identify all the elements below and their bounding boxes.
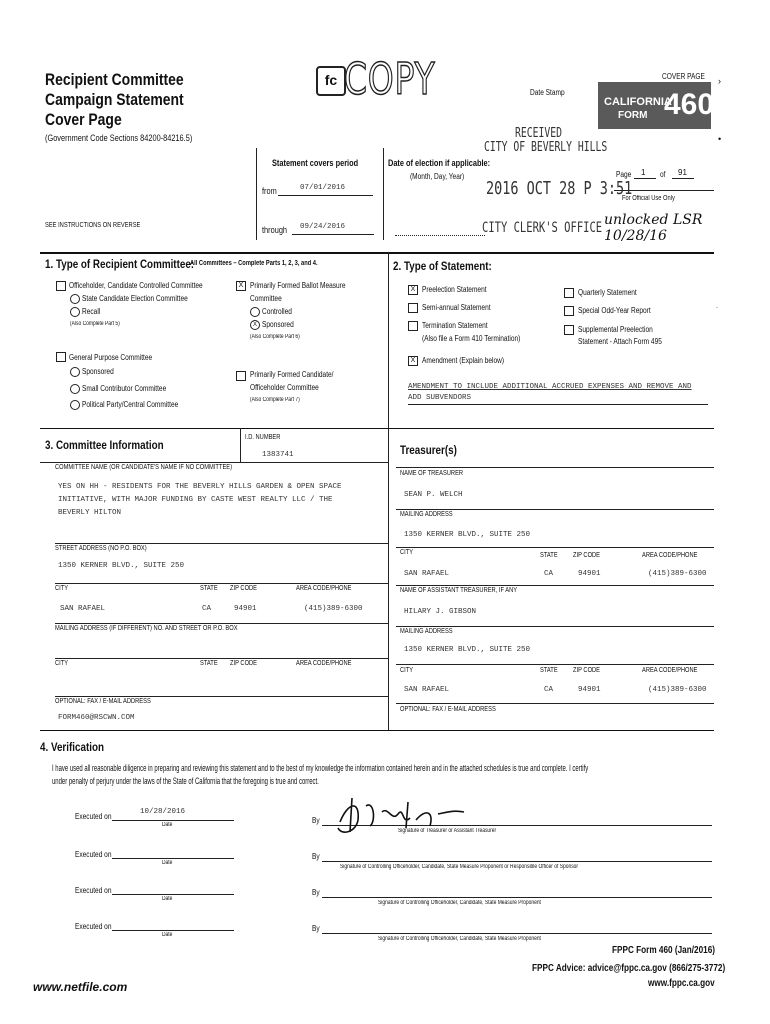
- treasurer-mailing-value[interactable]: 1350 KERNER BLVD., SUITE 250: [404, 531, 531, 539]
- supplemental-label-2: Statement - Attach Form 495: [578, 337, 662, 346]
- city-value[interactable]: SAN RAFAEL: [60, 605, 106, 613]
- state-candidate-radio[interactable]: [70, 294, 80, 304]
- form-title-line2: Campaign Statement: [45, 90, 184, 109]
- primarily-formed-checkbox[interactable]: [236, 371, 246, 381]
- form-number: 460: [664, 88, 715, 121]
- treasurer-city-label: CITY: [400, 549, 414, 556]
- amendment-label: Amendment (Explain below): [422, 356, 505, 365]
- period-divider: [256, 148, 257, 240]
- section3-heading: 3. Committee Information: [45, 438, 164, 452]
- date-label-1: Date: [162, 822, 173, 828]
- section-3-divider: [388, 428, 389, 730]
- state-value[interactable]: CA: [202, 605, 212, 613]
- official-use-handwriting: unlocked LSR 10/28/16: [604, 212, 703, 244]
- city-label: CITY: [55, 585, 69, 592]
- by-label-4: By: [312, 924, 320, 933]
- form-title-line3: Cover Page: [45, 110, 122, 129]
- official-use-label: For Official Use Only: [622, 195, 675, 202]
- section4-heading: 4. Verification: [40, 740, 104, 754]
- through-value[interactable]: 09/24/2016: [300, 223, 346, 231]
- form-label: FORM: [618, 110, 648, 121]
- executed-on-label-3: Executed on: [75, 886, 112, 895]
- ballot-measure-label-2: Committee: [250, 294, 282, 303]
- signature-line-2: [322, 861, 712, 862]
- phone-label: AREA CODE/PHONE: [296, 585, 352, 592]
- also-part5: (Also Complete Part 5): [70, 321, 120, 327]
- phone-value[interactable]: (415)389-6300: [304, 605, 363, 613]
- ballot-measure-label-1: Primarily Formed Ballot Measure: [250, 281, 346, 290]
- small-contributor-radio[interactable]: [70, 384, 80, 394]
- executed-on-line-4: [112, 930, 234, 931]
- section-1-2-bottom-rule: [40, 428, 714, 429]
- street-address-label: STREET ADDRESS (NO P.O. BOX): [55, 545, 147, 552]
- through-line: [292, 234, 374, 235]
- date-label-3: Date: [162, 896, 173, 902]
- sponsored-radio[interactable]: X: [250, 320, 260, 330]
- signature-caption-2: Signature of Controlling Officeholder, Candidate, State Measure Proponent or Responsible Officer of Sponsor: [340, 864, 579, 870]
- section1-heading: 1. Type of Recipient Committee:: [45, 257, 195, 271]
- treasurer-name-value[interactable]: SEAN P. WELCH: [404, 491, 463, 499]
- special-odd-label: Special Odd-Year Report: [578, 306, 651, 315]
- termination-checkbox[interactable]: [408, 321, 418, 331]
- assistant-mailing-line: [396, 626, 714, 627]
- sponsored-label: Sponsored: [262, 320, 294, 329]
- executed-on-value-1[interactable]: 10/28/2016: [140, 808, 186, 816]
- optional-label-line: [55, 696, 388, 697]
- amendment-checkbox[interactable]: X: [408, 356, 418, 366]
- controlled-label: Controlled: [262, 307, 292, 316]
- zip-label: ZIP CODE: [230, 585, 258, 592]
- treasurer-mailing-line: [396, 509, 714, 510]
- mailing-label-line: [55, 623, 388, 624]
- termination-note: (Also file a Form 410 Termination): [422, 334, 521, 343]
- assistant-city-label: CITY: [400, 667, 414, 674]
- officeholder-label: Officeholder, Candidate Controlled Committee: [69, 281, 203, 290]
- signature-caption-3: Signature of Controlling Officeholder, Candidate, State Measure Proponent: [378, 900, 541, 906]
- primarily-formed-label-2: Officeholder Committee: [250, 383, 319, 392]
- treasurer-name-label: NAME OF TREASURER: [400, 470, 464, 477]
- officeholder-checkbox[interactable]: [56, 281, 66, 291]
- assistant-phone-label: AREA CODE/PHONE: [642, 667, 698, 674]
- optional-label: OPTIONAL: FAX / E-MAIL ADDRESS: [55, 698, 151, 705]
- of-label: of: [660, 170, 666, 179]
- by-label-1: By: [312, 816, 320, 825]
- also-part7: (Also Complete Part 7): [250, 397, 300, 403]
- by-label-3: By: [312, 888, 320, 897]
- from-value[interactable]: 07/01/2016: [300, 184, 346, 192]
- termination-label: Termination Statement: [422, 321, 488, 330]
- street-label-line: [55, 543, 388, 544]
- committee-name-line1[interactable]: YES ON HH - RESIDENTS FOR THE BEVERLY HILLS GARDEN & OPEN SPACE: [58, 483, 342, 491]
- treasurer-city-line: [396, 547, 714, 548]
- treasurer-heading-line: [396, 467, 714, 468]
- zip2-label: ZIP CODE: [230, 660, 258, 667]
- election-date-line: [395, 235, 485, 236]
- edge-mark-2: •: [718, 134, 722, 144]
- section2-heading: 2. Type of Statement:: [393, 259, 492, 273]
- executed-on-label-2: Executed on: [75, 850, 112, 859]
- date-stamp-label: Date Stamp: [530, 88, 565, 97]
- amendment-text-2[interactable]: ADD SUBVENDORS: [408, 394, 472, 402]
- assistant-state-value[interactable]: CA: [544, 686, 554, 694]
- verification-text-1: I have used all reasonable diligence in preparing and reviewing this statement and to the best of my knowledge the information contained herein and in the attached schedules is true and complete. I certify: [52, 763, 589, 773]
- state-candidate-label: State Candidate Election Committee: [82, 294, 188, 303]
- clerks-office: CITY CLERK'S OFFICE: [482, 220, 603, 236]
- gp-sponsored-radio[interactable]: [70, 367, 80, 377]
- form-460-badge: [598, 82, 715, 129]
- id-number-value[interactable]: 1383741: [262, 451, 294, 459]
- primarily-formed-label-1: Primarily Formed Candidate/: [250, 370, 334, 379]
- election-date-format: (Month, Day, Year): [410, 172, 465, 181]
- quarterly-label: Quarterly Statement: [578, 288, 637, 297]
- mailing-address-label: MAILING ADDRESS (IF DIFFERENT) NO. AND STREET OR P.O. BOX: [55, 625, 238, 632]
- treasurer-city-value[interactable]: SAN RAFAEL: [404, 570, 450, 578]
- optional-value[interactable]: FORM460@RSCWN.COM: [58, 714, 135, 722]
- code-sections: (Government Code Sections 84200-84216.5): [45, 133, 193, 143]
- treasurer-zip-label: ZIP CODE: [573, 552, 601, 559]
- assistant-phone-value[interactable]: (415)389-6300: [648, 686, 707, 694]
- signature-caption-1: Signature of Treasurer or Assistant Treasurer: [398, 828, 497, 834]
- treasurer-state-label: STATE: [540, 552, 558, 559]
- signature-caption-4: Signature of Controlling Officeholder, Candidate, State Measure Proponent: [378, 936, 541, 942]
- amendment-line-2: [408, 404, 708, 405]
- id-number-line: [40, 462, 388, 463]
- received-city: CITY OF BEVERLY HILLS: [484, 140, 608, 155]
- form-title-line1: Recipient Committee: [45, 70, 184, 89]
- section-1-2-divider: [388, 252, 389, 428]
- small-contributor-label: Small Contributor Committee: [82, 384, 167, 393]
- city-label-line: [55, 583, 388, 584]
- special-odd-checkbox[interactable]: [564, 306, 574, 316]
- copy-stamp-icon: fc: [316, 66, 346, 96]
- supplemental-label-1: Supplemental Preelection: [578, 325, 653, 334]
- city2-label-line: [55, 658, 388, 659]
- assistant-name-line: [396, 585, 714, 586]
- controlled-radio[interactable]: [250, 307, 260, 317]
- page-num-line: [634, 178, 656, 179]
- official-use-divider: [614, 190, 714, 191]
- fppc-web-footer: www.fppc.ca.gov: [648, 978, 715, 989]
- assistant-city-value[interactable]: SAN RAFAEL: [404, 686, 450, 694]
- signature-line-3: [322, 897, 712, 898]
- edge-mark-1: ›: [718, 76, 721, 86]
- fppc-form-footer: FPPC Form 460 (Jan/2016): [612, 945, 715, 956]
- preelection-checkbox[interactable]: X: [408, 285, 418, 295]
- political-party-label: Political Party/Central Committee: [82, 400, 179, 409]
- copy-stamp: COPY: [344, 54, 436, 105]
- period-divider-right: [383, 148, 384, 240]
- date-label-2: Date: [162, 860, 173, 866]
- date-label-4: Date: [162, 932, 173, 938]
- assistant-zip-label: ZIP CODE: [573, 667, 601, 674]
- treasurer-state-value[interactable]: CA: [544, 570, 554, 578]
- semiannual-checkbox[interactable]: [408, 303, 418, 313]
- from-label: from: [262, 186, 277, 196]
- general-purpose-checkbox[interactable]: [56, 352, 66, 362]
- id-divider: [240, 428, 241, 462]
- assistant-mailing-value[interactable]: 1350 KERNER BLVD., SUITE 250: [404, 646, 531, 654]
- section1-subheading: All Committees – Complete Parts 1, 2, 3, and 4.: [190, 260, 318, 267]
- treasurer-phone-value[interactable]: (415)389-6300: [648, 570, 707, 578]
- treasurer-zip-value[interactable]: 94901: [578, 570, 601, 578]
- amendment-text-1[interactable]: AMENDMENT TO INCLUDE ADDITIONAL ACCRUED EXPENSES AND REMOVE AND: [408, 383, 692, 391]
- recall-radio[interactable]: [70, 307, 80, 317]
- assistant-name-label: NAME OF ASSISTANT TREASURER, IF ANY: [400, 587, 518, 594]
- election-date-label: Date of election if applicable:: [388, 158, 491, 168]
- semiannual-label: Semi-annual Statement: [422, 303, 491, 312]
- fppc-advice-footer: FPPC Advice: advice@fppc.ca.gov (866/275-3772): [532, 963, 726, 974]
- section-3-bottom-rule: [40, 730, 714, 731]
- treasurer-phone-label: AREA CODE/PHONE: [642, 552, 698, 559]
- see-instructions: SEE INSTRUCTIONS ON REVERSE: [45, 222, 141, 229]
- assistant-city-line: [396, 664, 714, 665]
- sections-top-rule: [40, 252, 714, 254]
- executed-on-line-1: [112, 820, 234, 821]
- covers-period-label: Statement covers period: [272, 158, 359, 168]
- also-part6: (Also Complete Part 6): [250, 334, 300, 340]
- page-total: 91: [678, 168, 687, 177]
- from-line: [278, 195, 373, 196]
- signature-line-4: [322, 933, 712, 934]
- city2-label: CITY: [55, 660, 69, 667]
- quarterly-checkbox[interactable]: [564, 288, 574, 298]
- verification-text-2: under penalty of perjury under the laws of the State of California that the foregoing is true and correct.: [52, 776, 319, 786]
- cover-page-label: COVER PAGE: [662, 72, 705, 81]
- state2-label: STATE: [200, 660, 218, 667]
- executed-on-line-2: [112, 858, 234, 859]
- committee-name-line2[interactable]: INITIATIVE, WITH MAJOR FUNDING BY CASTE WEST REALTY LLC / THE: [58, 496, 333, 504]
- netfile-link[interactable]: www.netfile.com: [33, 980, 128, 994]
- executed-on-label-1: Executed on: [75, 812, 112, 821]
- treasurer-heading: Treasurer(s): [400, 443, 457, 457]
- phone2-label: AREA CODE/PHONE: [296, 660, 352, 667]
- recall-label: Recall: [82, 307, 101, 316]
- state-label: STATE: [200, 585, 218, 592]
- through-label: through: [262, 225, 288, 235]
- received-date: 2016 OCT 28 P 3:51: [486, 178, 633, 199]
- supplemental-checkbox[interactable]: [564, 325, 574, 335]
- assistant-state-label: STATE: [540, 667, 558, 674]
- treasurer-mailing-label: MAILING ADDRESS: [400, 511, 453, 518]
- assistant-name-value[interactable]: HILARY J. GIBSON: [404, 608, 477, 616]
- general-purpose-label: General Purpose Committee: [69, 353, 153, 362]
- page-num: 1: [641, 168, 646, 177]
- page-total-line: [672, 178, 694, 179]
- ballot-measure-checkbox[interactable]: X: [236, 281, 246, 291]
- street-address-value[interactable]: 1350 KERNER BLVD., SUITE 250: [58, 562, 185, 570]
- by-label-2: By: [312, 852, 320, 861]
- received-stamp: RECEIVED: [515, 126, 562, 141]
- treasurer-optional-line: [396, 703, 714, 704]
- edge-mark-3: ˙: [716, 306, 719, 315]
- political-party-radio[interactable]: [70, 400, 80, 410]
- gp-sponsored-label: Sponsored: [82, 367, 114, 376]
- preelection-label: Preelection Statement: [422, 285, 487, 294]
- zip-value[interactable]: 94901: [234, 605, 257, 613]
- assistant-mailing-label: MAILING ADDRESS: [400, 628, 453, 635]
- california-label: CALIFORNIA: [604, 96, 672, 108]
- assistant-zip-value[interactable]: 94901: [578, 686, 601, 694]
- executed-on-line-3: [112, 894, 234, 895]
- id-number-label: I.D. NUMBER: [245, 434, 281, 441]
- committee-name-line3[interactable]: BEVERLY HILTON: [58, 509, 122, 517]
- executed-on-label-4: Executed on: [75, 922, 112, 931]
- committee-name-label: COMMITTEE NAME (OR CANDIDATE'S NAME IF NO COMMITTEE): [55, 464, 233, 471]
- page-label: Page: [616, 170, 632, 179]
- treasurer-optional-label: OPTIONAL: FAX / E-MAIL ADDRESS: [400, 706, 496, 713]
